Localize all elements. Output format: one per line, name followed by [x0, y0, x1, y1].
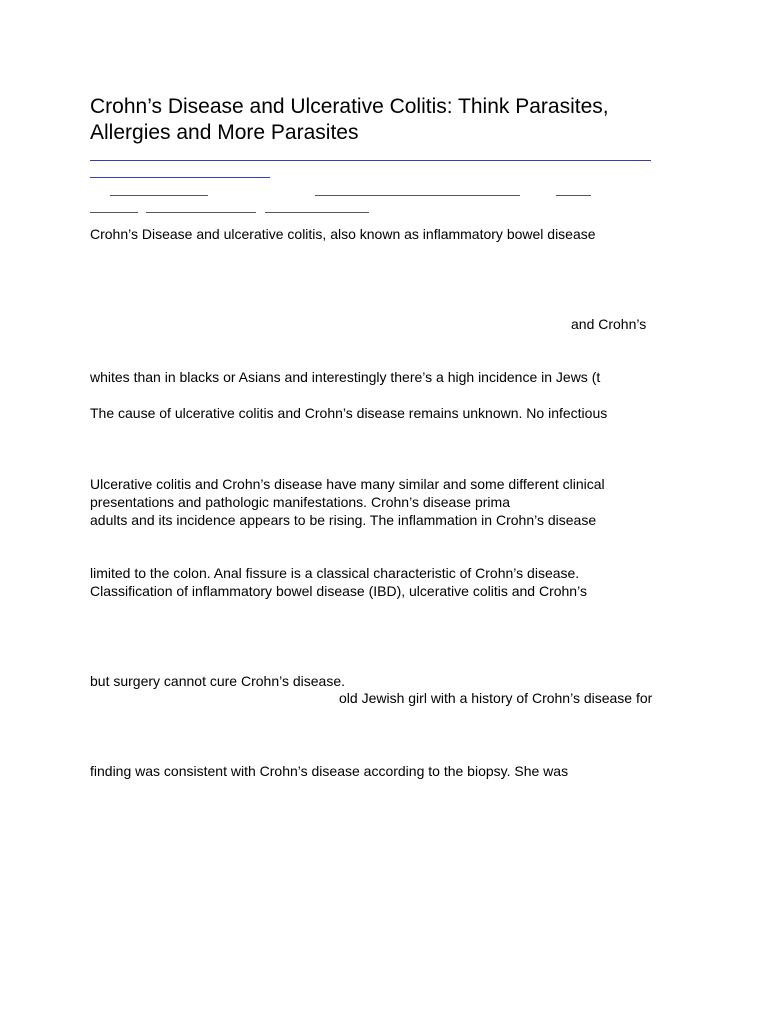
- body-text-line: finding was consistent with Crohn’s disease according to the biopsy. She was: [90, 763, 569, 779]
- metadata-rule: [146, 212, 256, 213]
- body-text-line: but surgery cannot cure Crohn’s disease.: [90, 673, 345, 689]
- link-underline[interactable]: [90, 177, 270, 178]
- metadata-rule: [265, 212, 369, 213]
- body-text-line: Crohn’s Disease and ulcerative colitis, also known as inflammatory bowel disease: [90, 226, 596, 242]
- body-text-line: presentations and pathologic manifestations. Crohn’s disease prima: [90, 494, 510, 510]
- body-text-line: The cause of ulcerative colitis and Crohn’s disease remains unknown. No infectious: [90, 405, 608, 421]
- metadata-rule: [110, 195, 208, 196]
- body-text-line: adults and its incidence appears to be rising. The inflammation in Crohn’s disease: [90, 512, 597, 528]
- body-text-line: and Crohn’s: [571, 316, 647, 332]
- link-underline[interactable]: [90, 160, 651, 161]
- metadata-rule: [90, 212, 138, 213]
- body-text-line: whites than in blacks or Asians and interestingly there’s a high incidence in Jews (t: [90, 369, 601, 385]
- body-text-line: old Jewish girl with a history of Crohn’s disease for: [339, 690, 653, 706]
- body-text-line: Ulcerative colitis and Crohn’s disease have many similar and some different clinical: [90, 476, 605, 492]
- metadata-rule: [315, 195, 520, 196]
- body-text-line: limited to the colon. Anal fissure is a classical characteristic of Crohn’s disease.: [90, 565, 580, 581]
- metadata-rule: [556, 195, 591, 196]
- document-title: Crohn’s Disease and Ulcerative Colitis: Think Parasites, Allergies and More Parasites: [90, 95, 609, 144]
- body-text-line: Classification of inflammatory bowel disease (IBD), ulcerative colitis and Crohn’s: [90, 583, 587, 599]
